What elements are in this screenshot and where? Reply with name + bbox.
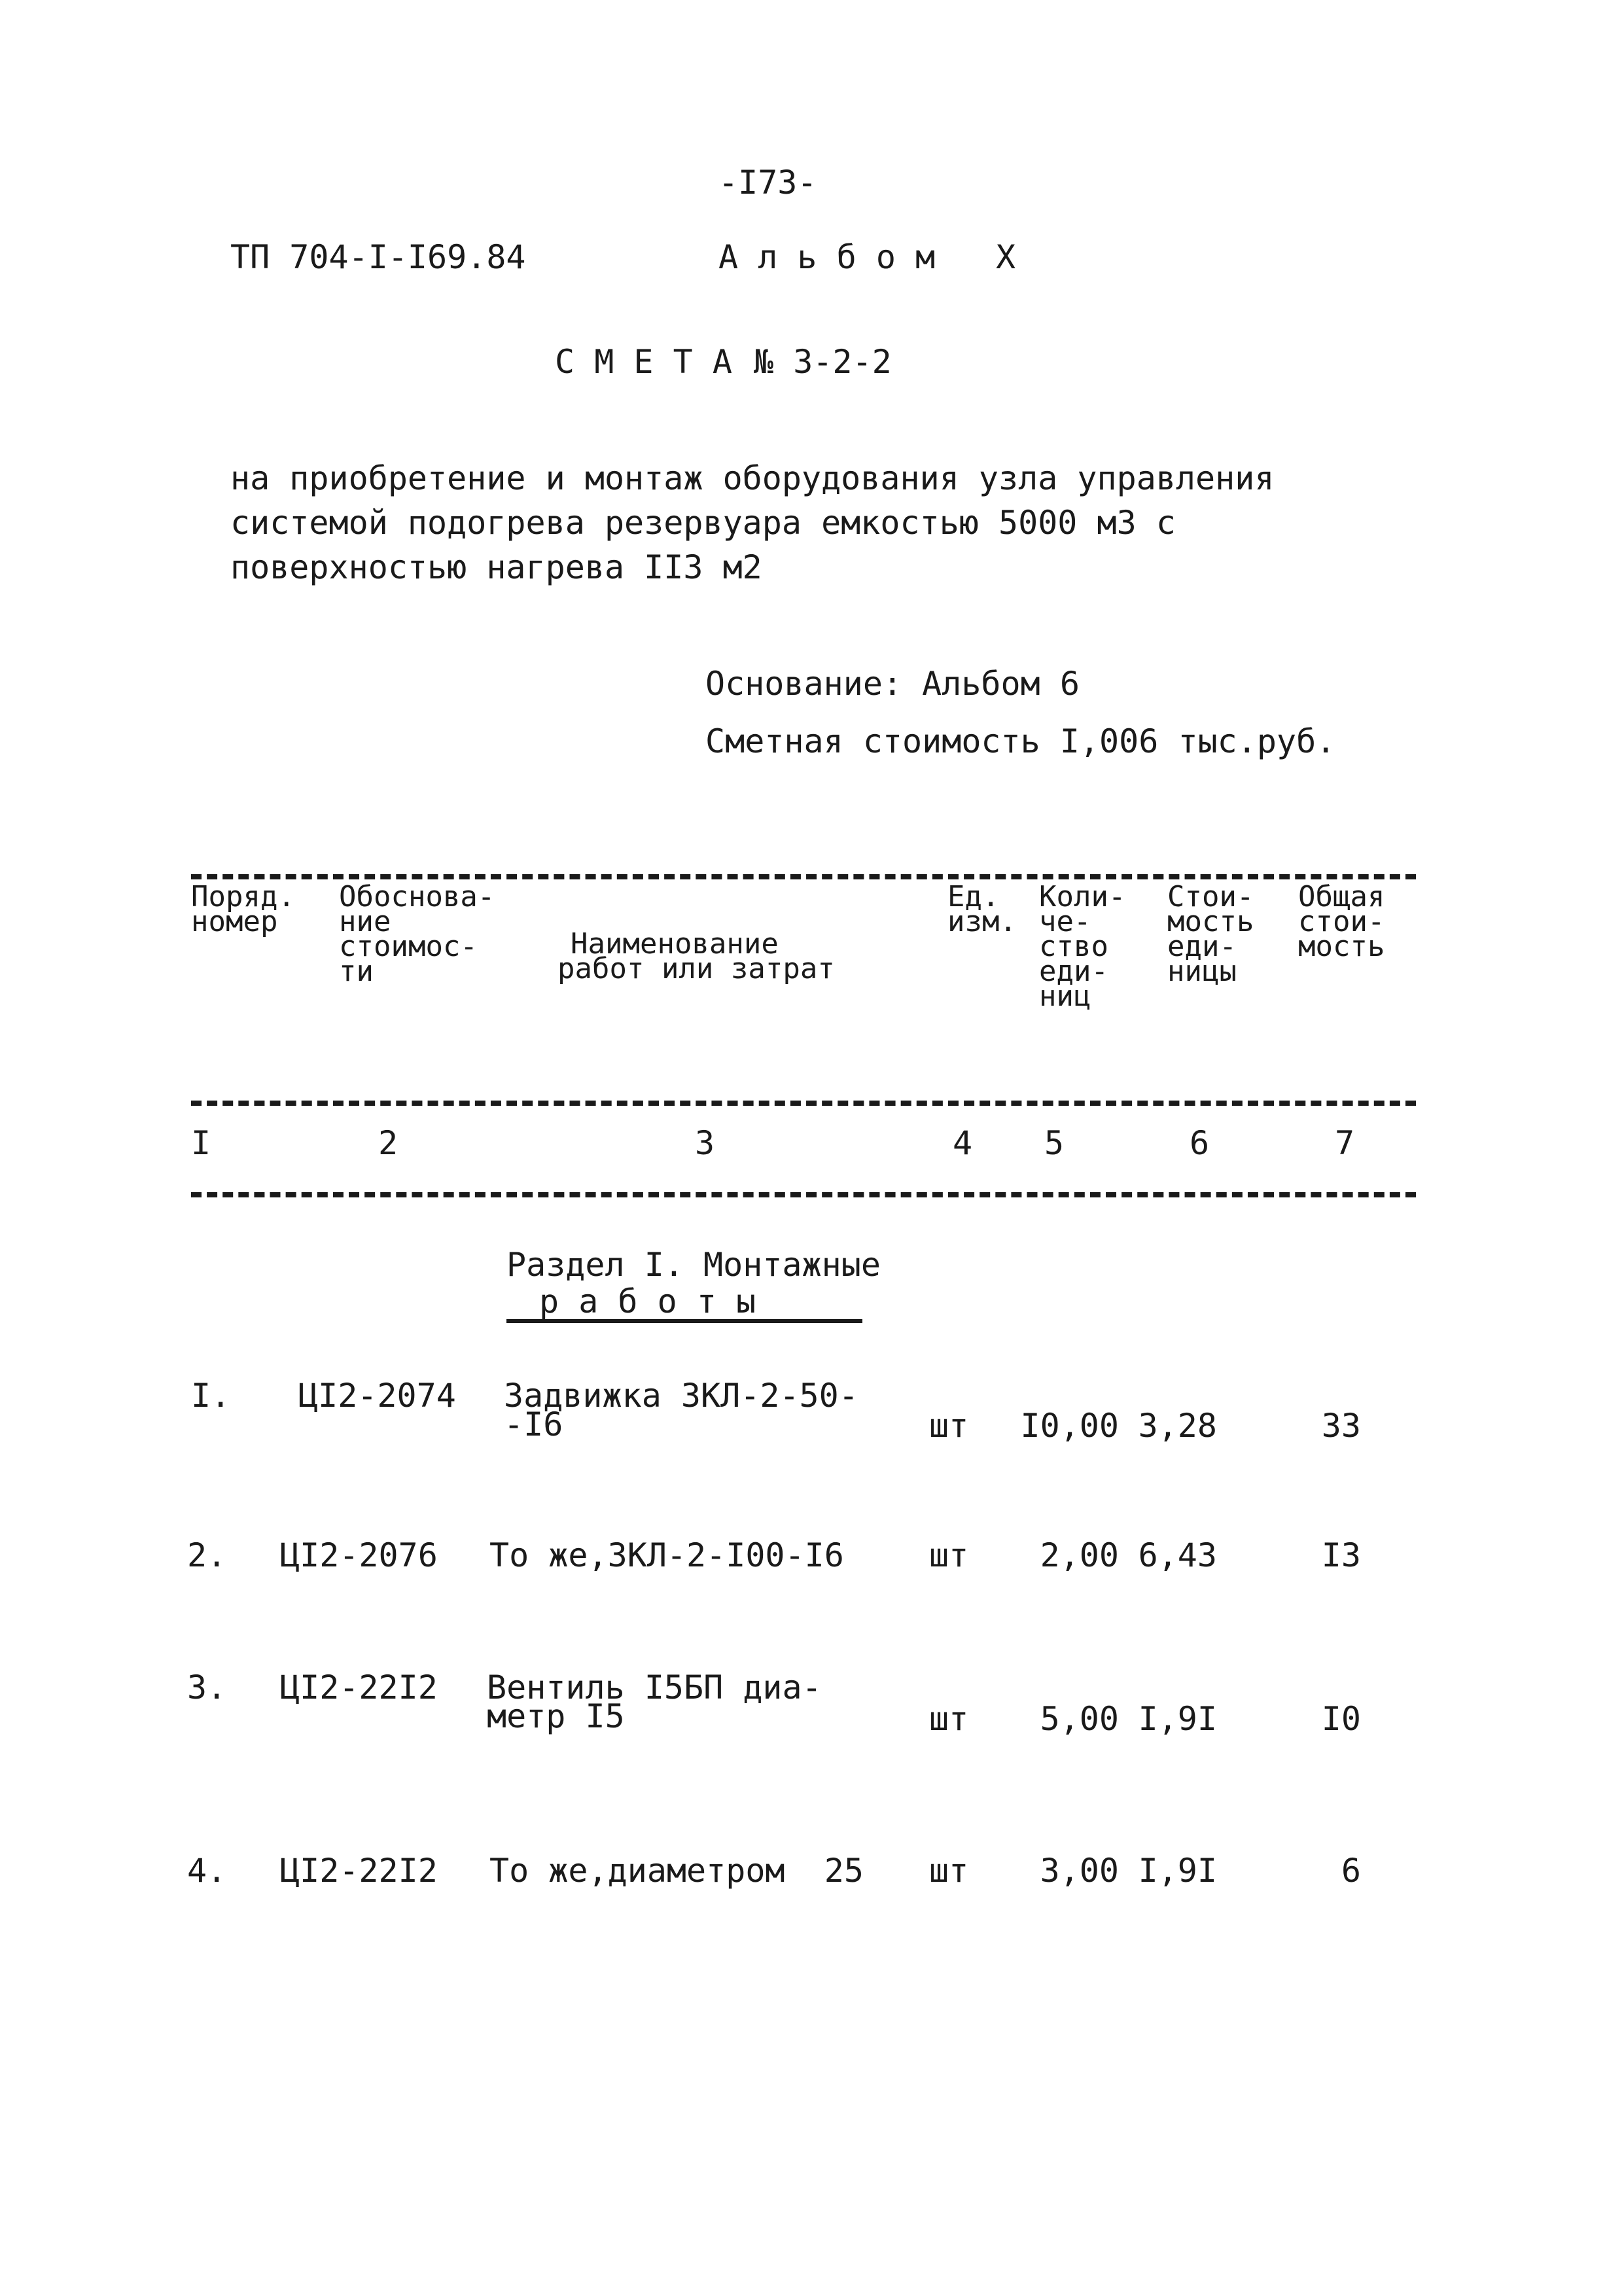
row-number: 3. — [187, 1669, 227, 1706]
row-total: I0 — [1321, 1700, 1361, 1738]
row-unit: шт — [929, 1700, 969, 1738]
document-title: С М Е Т А — [555, 343, 732, 381]
row-quantity: 5,00 — [1040, 1700, 1119, 1738]
section-title-underline — [506, 1319, 862, 1323]
row-number: I. — [191, 1377, 231, 1415]
row-unit-price: I,9I — [1138, 1852, 1217, 1890]
row-code: ЦI2-2074 — [298, 1377, 456, 1415]
header-col5-line: че- — [1039, 905, 1091, 938]
row-name-line: Задвижка ЗКЛ-2-50- — [504, 1377, 858, 1415]
row-quantity: 2,00 — [1040, 1536, 1119, 1574]
header-col7-line: Общая — [1298, 880, 1385, 913]
header-col1-line: номер — [191, 905, 278, 938]
document-title-number: № 3-2-2 — [754, 343, 892, 381]
header-bottom-rule — [191, 1101, 1416, 1106]
row-unit: шт — [929, 1852, 969, 1890]
header-col4-line: изм. — [947, 905, 1017, 938]
header-col6-line: Стои- — [1167, 880, 1254, 913]
header-col4-line: Ед. — [947, 880, 1000, 913]
row-unit: шт — [929, 1536, 969, 1574]
table-row — [0, 1852, 1624, 1943]
row-total: 6 — [1341, 1852, 1361, 1890]
header-col7-line: мость — [1298, 930, 1385, 963]
row-code: ЦI2-22I2 — [280, 1852, 438, 1890]
table-row — [0, 1377, 1624, 1468]
header-col6-line: ницы — [1167, 955, 1237, 988]
table-row — [0, 1536, 1624, 1628]
column-number: 5 — [1044, 1124, 1065, 1162]
section-title: Раздел I. Монтажные — [506, 1246, 881, 1284]
row-name-line: метр I5 — [487, 1697, 625, 1735]
header-col6-line: еди- — [1167, 930, 1237, 963]
estimated-cost-text: Сметная стоимость I,006 тыс.руб. — [705, 722, 1336, 760]
table-top-rule — [191, 874, 1416, 879]
description-line-1: на приобретение и монтаж оборудования узла управления — [230, 459, 1275, 497]
column-number: 2 — [378, 1124, 398, 1162]
column-number: 3 — [695, 1124, 715, 1162]
row-name-line: То же,диаметром 25 — [489, 1852, 864, 1890]
row-code: ЦI2-22I2 — [280, 1669, 438, 1706]
row-code: ЦI2-2076 — [280, 1536, 438, 1574]
header-col7-line: стои- — [1298, 905, 1385, 938]
header-col5-line: ниц — [1039, 980, 1091, 1013]
row-number: 4. — [187, 1852, 227, 1890]
row-name-line: То же,ЗКЛ-2-I00-I6 — [489, 1536, 844, 1574]
header-col2-line: стоимос- — [339, 930, 478, 963]
album-number: X — [996, 238, 1016, 276]
row-unit: шт — [929, 1407, 969, 1445]
header-col3-line: Наименование — [571, 927, 779, 961]
document-code: ТП 704-I-I69.84 — [230, 238, 526, 276]
row-name-line: -I6 — [504, 1405, 563, 1443]
row-name-line: Вентиль I5БП диа- — [487, 1669, 822, 1706]
header-col6-line: мость — [1167, 905, 1254, 938]
row-quantity: I0,00 — [1020, 1407, 1119, 1445]
description-line-2: системой подогрева резервуара емкостью 5000 м3 с — [230, 504, 1176, 542]
column-number: 4 — [953, 1124, 973, 1162]
column-numbers-bottom-rule — [191, 1192, 1416, 1197]
column-number: 6 — [1190, 1124, 1210, 1162]
header-col3-line: работ или затрат — [557, 952, 835, 985]
row-total: I3 — [1321, 1536, 1361, 1574]
table-row — [0, 1669, 1624, 1760]
row-quantity: 3,00 — [1040, 1852, 1119, 1890]
header-col5-line: еди- — [1039, 955, 1108, 988]
header-col5-line: Коли- — [1039, 880, 1126, 913]
row-total: 33 — [1321, 1407, 1361, 1445]
row-unit-price: I,9I — [1138, 1700, 1217, 1738]
row-unit-price: 6,43 — [1138, 1536, 1217, 1574]
column-number: I — [191, 1124, 211, 1162]
header-col2-line: ние — [339, 905, 391, 938]
page-number: -I73- — [718, 164, 817, 202]
header-col2-line: ти — [339, 955, 374, 988]
column-number: 7 — [1335, 1124, 1355, 1162]
header-col1-line: Поряд. — [191, 880, 295, 913]
header-col2-line: Обоснова- — [339, 880, 495, 913]
album-label: А л ь б о м — [718, 238, 936, 276]
section-title-2: р а б о т ы — [539, 1282, 756, 1320]
row-unit-price: 3,28 — [1138, 1407, 1217, 1445]
row-number: 2. — [187, 1536, 227, 1574]
header-col5-line: ство — [1039, 930, 1108, 963]
basis-text: Основание: Альбом 6 — [705, 665, 1080, 703]
description-line-3: поверхностью нагрева II3 м2 — [230, 548, 762, 586]
